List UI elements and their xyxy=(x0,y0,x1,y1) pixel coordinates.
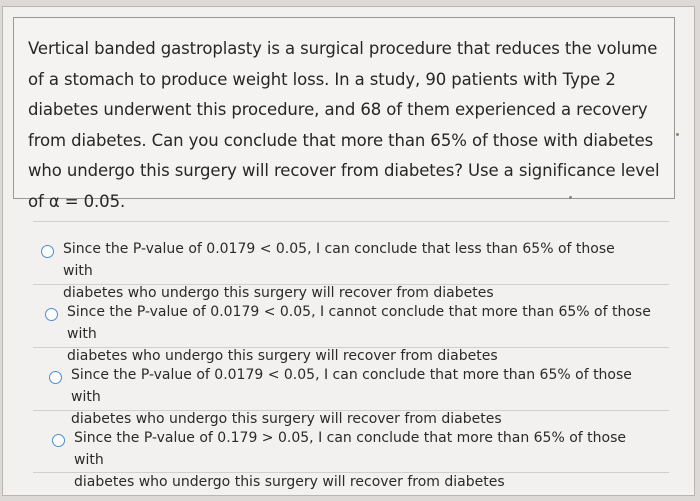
answer-option-2[interactable] xyxy=(33,284,669,364)
radio-button-icon[interactable] xyxy=(45,308,58,321)
answer-option-line: Since the P-value of 0.179 > 0.05, I can conclude that more than 65% of those with xyxy=(74,430,626,468)
radio-button-icon[interactable] xyxy=(41,245,54,258)
answer-option-3[interactable] xyxy=(33,347,669,427)
answer-option-4[interactable] xyxy=(33,410,669,490)
stray-dot-mark xyxy=(569,196,572,199)
question-card xyxy=(2,6,695,496)
answer-option-line: diabetes who undergo this surgery will recover from diabetes xyxy=(63,285,494,301)
question-text: Vertical banded gastroplasty is a surgical procedure that reduces the volume of a stomach to produce weight loss. In a study, 90 patients with Type 2 diabetes underwent this procedure, and 68 of them experienced a recovery from diabetes. Can you conclude that more than 65% of those with diabetes who undergo this surgery will recover from diabetes? Use a significance level of α = 0.05. xyxy=(28,39,660,211)
answer-option-line: Since the P-value of 0.0179 < 0.05, I can conclude that more than 65% of those with xyxy=(71,367,632,405)
answer-options xyxy=(33,221,669,490)
answer-option-line: diabetes who undergo this surgery will recover from diabetes xyxy=(71,411,502,427)
answer-option-line: diabetes who undergo this surgery will recover from diabetes xyxy=(74,474,505,490)
answer-option-line: Since the P-value of 0.0179 < 0.05, I cannot conclude that more than 65% of those with xyxy=(67,304,651,342)
answer-option-label xyxy=(74,427,659,493)
radio-button-icon[interactable] xyxy=(49,371,62,384)
radio-button-icon[interactable] xyxy=(52,434,65,447)
stray-dot-mark xyxy=(676,133,679,136)
answer-option-line: Since the P-value of 0.0179 < 0.05, I can conclude that less than 65% of those with xyxy=(63,241,615,279)
answer-option-1[interactable] xyxy=(33,221,669,301)
answer-option-line: diabetes who undergo this surgery will recover from diabetes xyxy=(67,348,498,364)
question-box xyxy=(13,17,675,211)
